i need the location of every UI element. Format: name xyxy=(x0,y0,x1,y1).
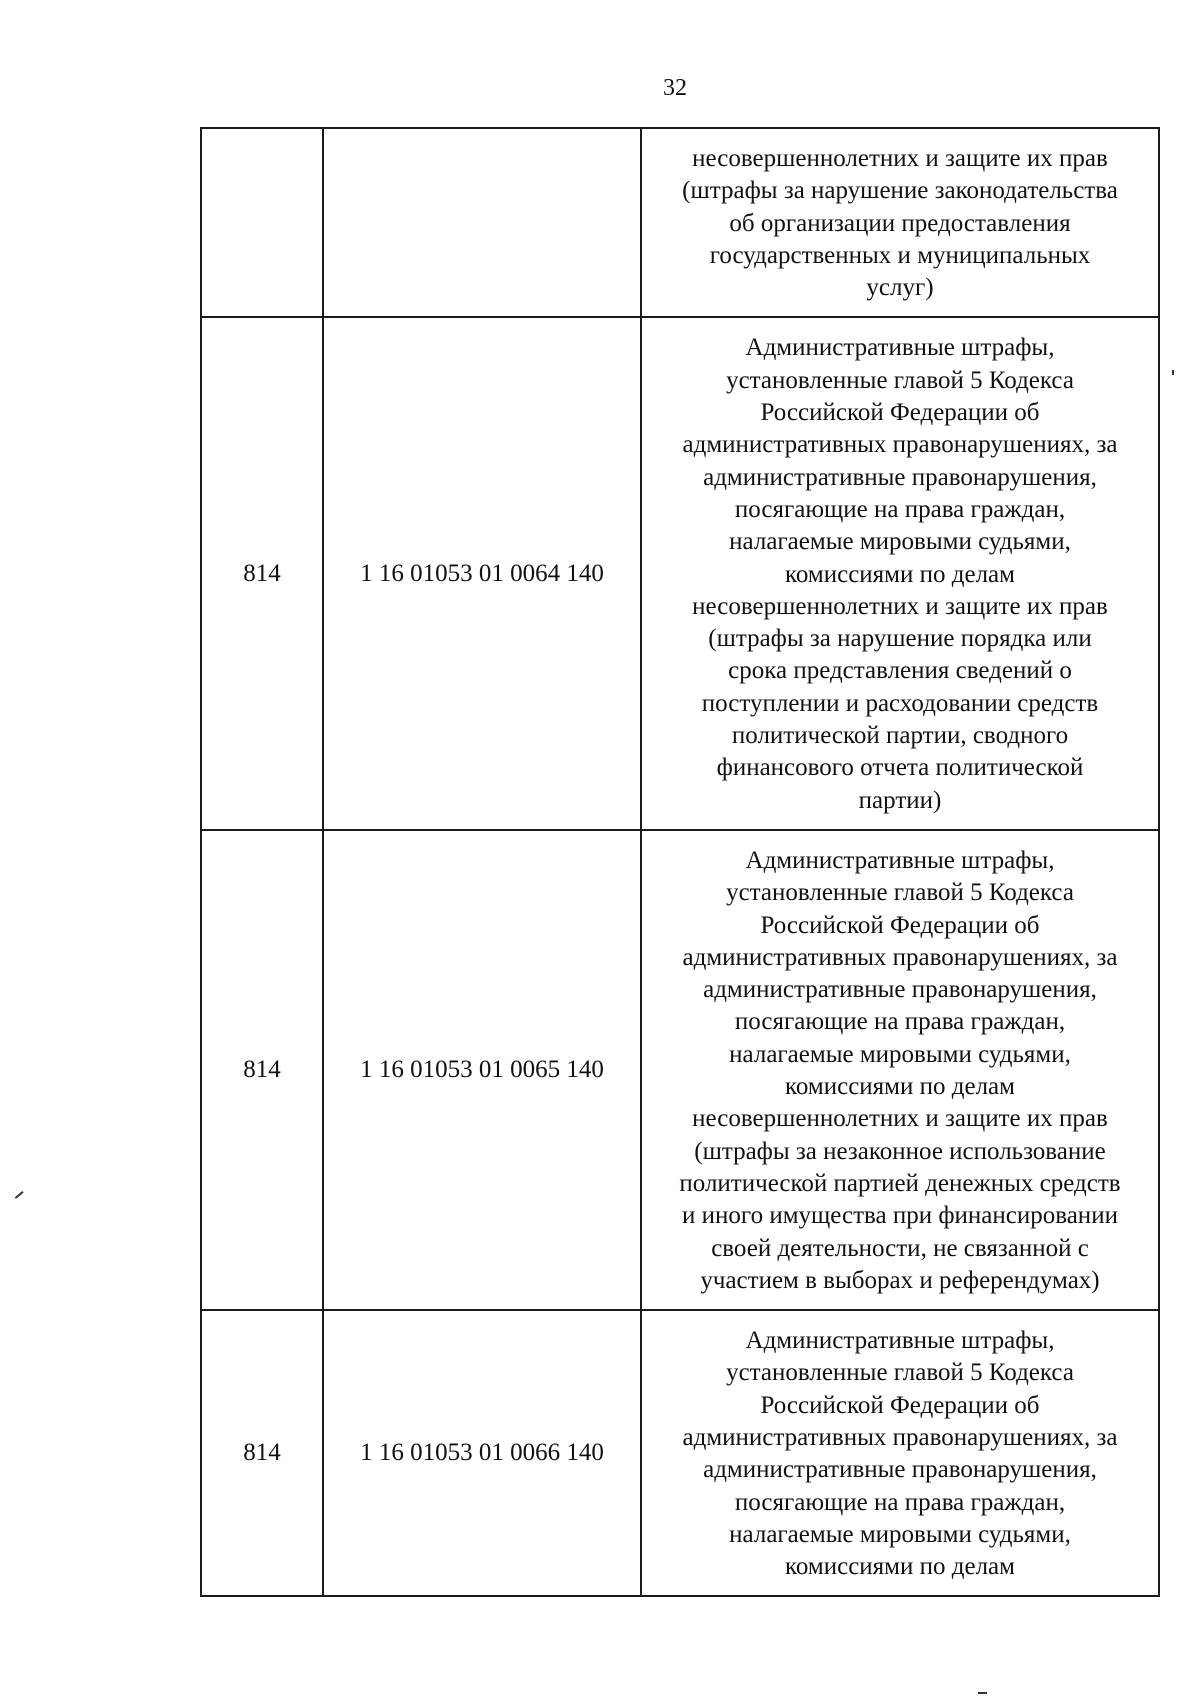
table-row xyxy=(201,1310,1159,1596)
description-cell xyxy=(641,317,1159,829)
description-text: Административные штрафы, установленные главой 5 Кодекса Российской Федерации об административных правонарушениях, за административные правонарушения, посягающие на права граждан, налагаемые мировыми судьями, комиссиями по делам xyxy=(682,1327,1118,1581)
description-text: Административные штрафы, установленные главой 5 Кодекса Российской Федерации об административных правонарушениях, за административные правонарушения, посягающие на права граждан, налагаемые мировыми судьями, комиссиями по делам несовершеннолетних и защите их прав (штрафы за незаконное использование политической партией денежных средств и иного имущества при финансировании своей деятельности, не связанной с участием в выборах и референдумах) xyxy=(679,846,1121,1294)
scan-speck xyxy=(1172,370,1174,375)
description-text: несовершеннолетних и защите их прав (штрафы за нарушение законодательства об организации предоставления государственных и муниципальных услуг) xyxy=(682,145,1118,302)
scan-speck xyxy=(15,1191,24,1199)
description-cell xyxy=(641,128,1159,317)
table-row xyxy=(201,317,1159,829)
admin-code-cell: 814 xyxy=(201,830,323,1310)
table-row xyxy=(201,830,1159,1310)
kbk-code-cell: 1 16 01053 01 0065 140 xyxy=(323,830,641,1310)
kbk-code-cell xyxy=(323,128,641,317)
table-row xyxy=(201,128,1159,317)
description-cell xyxy=(641,1310,1159,1596)
admin-code-cell: 814 xyxy=(201,1310,323,1596)
description-cell xyxy=(641,830,1159,1310)
kbk-code-cell: 1 16 01053 01 0064 140 xyxy=(323,317,641,829)
description-text: Административные штрафы, установленные главой 5 Кодекса Российской Федерации об административных правонарушениях, за административные правонарушения, посягающие на права граждан, налагаемые мировыми судьями, комиссиями по делам несовершеннолетних и защите их прав (штрафы за нарушение порядка или срока представления сведений о поступлении и расходовании средств политической партии, сводного финансового отчета политической партии) xyxy=(682,334,1118,814)
revenue-codes-table xyxy=(200,127,1160,1597)
admin-code-cell: 814 xyxy=(201,317,323,829)
page-number: 32 xyxy=(663,75,687,101)
admin-code-cell xyxy=(201,128,323,317)
kbk-code-cell: 1 16 01053 01 0066 140 xyxy=(323,1310,641,1596)
scan-speck xyxy=(978,1692,987,1694)
